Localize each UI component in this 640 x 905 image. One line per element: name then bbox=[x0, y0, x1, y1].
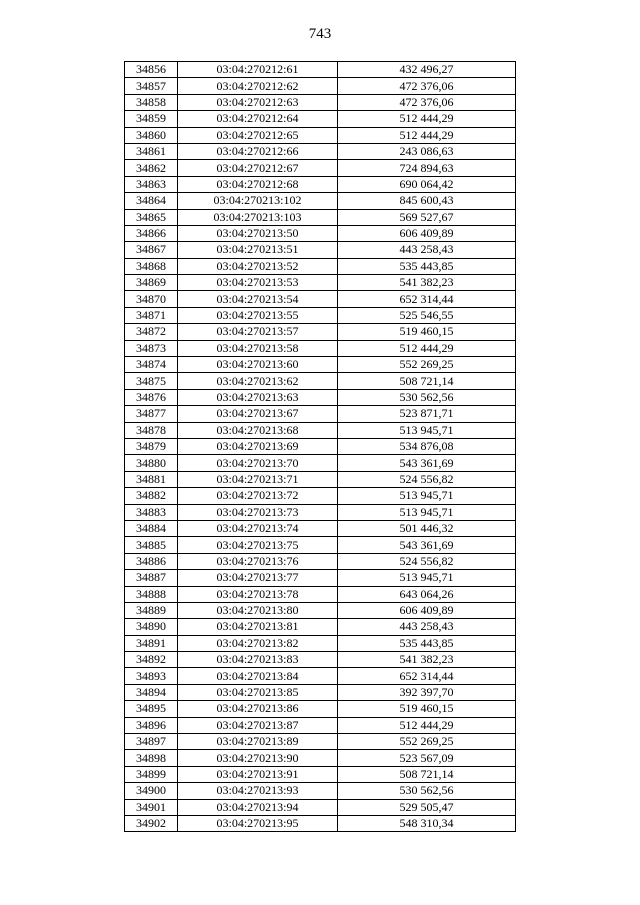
cadastral-number-cell: 03:04:270213:80 bbox=[178, 602, 338, 618]
table-row bbox=[125, 373, 516, 389]
row-number-cell: 34871 bbox=[125, 307, 178, 323]
cadastral-number-cell: 03:04:270213:76 bbox=[178, 553, 338, 569]
row-number-cell: 34880 bbox=[125, 455, 178, 471]
row-number-cell: 34901 bbox=[125, 799, 178, 815]
cadastral-value-cell: 535 443,85 bbox=[338, 635, 516, 651]
cadastral-value-cell: 392 397,70 bbox=[338, 684, 516, 700]
table-row bbox=[125, 799, 516, 815]
row-number-cell: 34902 bbox=[125, 815, 178, 831]
cadastral-value-cell: 513 945,71 bbox=[338, 422, 516, 438]
row-number-cell: 34865 bbox=[125, 209, 178, 225]
table-row bbox=[125, 504, 516, 520]
cadastral-number-cell: 03:04:270213:81 bbox=[178, 619, 338, 635]
row-number-cell: 34879 bbox=[125, 438, 178, 454]
row-number-cell: 34896 bbox=[125, 717, 178, 733]
row-number-cell: 34866 bbox=[125, 225, 178, 241]
cadastral-value-cell: 523 567,09 bbox=[338, 750, 516, 766]
cadastral-number-cell: 03:04:270213:74 bbox=[178, 520, 338, 536]
cadastral-number-cell: 03:04:270213:63 bbox=[178, 389, 338, 405]
table-row bbox=[125, 225, 516, 241]
cadastral-value-cell: 512 444,29 bbox=[338, 340, 516, 356]
table-row bbox=[125, 389, 516, 405]
cadastral-value-cell: 513 945,71 bbox=[338, 570, 516, 586]
cadastral-number-cell: 03:04:270213:89 bbox=[178, 734, 338, 750]
cadastral-number-cell: 03:04:270213:75 bbox=[178, 537, 338, 553]
table-row bbox=[125, 783, 516, 799]
table-row bbox=[125, 766, 516, 782]
cadastral-value-cell: 543 361,69 bbox=[338, 537, 516, 553]
row-number-cell: 34868 bbox=[125, 258, 178, 274]
cadastral-number-cell: 03:04:270213:57 bbox=[178, 324, 338, 340]
table-row bbox=[125, 357, 516, 373]
cadastral-value-cell: 606 409,89 bbox=[338, 225, 516, 241]
cadastral-number-cell: 03:04:270212:63 bbox=[178, 94, 338, 110]
table-row bbox=[125, 488, 516, 504]
cadastral-number-cell: 03:04:270212:64 bbox=[178, 111, 338, 127]
cadastral-value-cell: 512 444,29 bbox=[338, 111, 516, 127]
cadastral-value-cell: 443 258,43 bbox=[338, 242, 516, 258]
table-row bbox=[125, 143, 516, 159]
row-number-cell: 34873 bbox=[125, 340, 178, 356]
cadastral-number-cell: 03:04:270213:86 bbox=[178, 701, 338, 717]
cadastral-value-cell: 541 382,23 bbox=[338, 275, 516, 291]
cadastral-number-cell: 03:04:270213:69 bbox=[178, 438, 338, 454]
cadastral-value-cell: 513 945,71 bbox=[338, 488, 516, 504]
row-number-cell: 34875 bbox=[125, 373, 178, 389]
table-row bbox=[125, 619, 516, 635]
row-number-cell: 34893 bbox=[125, 668, 178, 684]
table-row bbox=[125, 78, 516, 94]
table-row bbox=[125, 668, 516, 684]
table-row bbox=[125, 160, 516, 176]
table-row bbox=[125, 734, 516, 750]
cadastral-value-cell: 534 876,08 bbox=[338, 438, 516, 454]
cadastral-number-cell: 03:04:270213:91 bbox=[178, 766, 338, 782]
cadastral-number-cell: 03:04:270213:54 bbox=[178, 291, 338, 307]
cadastral-value-cell: 524 556,82 bbox=[338, 471, 516, 487]
cadastral-value-cell: 552 269,25 bbox=[338, 357, 516, 373]
row-number-cell: 34892 bbox=[125, 652, 178, 668]
table-row bbox=[125, 815, 516, 831]
cadastral-value-cell: 525 546,55 bbox=[338, 307, 516, 323]
cadastral-number-cell: 03:04:270213:51 bbox=[178, 242, 338, 258]
cadastral-number-cell: 03:04:270213:55 bbox=[178, 307, 338, 323]
table-row bbox=[125, 291, 516, 307]
cadastral-value-cell: 690 064,42 bbox=[338, 176, 516, 192]
cadastral-number-cell: 03:04:270212:67 bbox=[178, 160, 338, 176]
cadastral-number-cell: 03:04:270213:72 bbox=[178, 488, 338, 504]
row-number-cell: 34881 bbox=[125, 471, 178, 487]
row-number-cell: 34884 bbox=[125, 520, 178, 536]
table-row bbox=[125, 537, 516, 553]
table-row bbox=[125, 520, 516, 536]
cadastral-number-cell: 03:04:270213:83 bbox=[178, 652, 338, 668]
cadastral-number-cell: 03:04:270213:95 bbox=[178, 815, 338, 831]
cadastral-number-cell: 03:04:270213:62 bbox=[178, 373, 338, 389]
cadastral-value-cell: 524 556,82 bbox=[338, 553, 516, 569]
cadastral-value-cell: 552 269,25 bbox=[338, 734, 516, 750]
cadastral-value-cell: 530 562,56 bbox=[338, 389, 516, 405]
cadastral-value-cell: 541 382,23 bbox=[338, 652, 516, 668]
row-number-cell: 34856 bbox=[125, 62, 178, 78]
cadastral-number-cell: 03:04:270212:61 bbox=[178, 62, 338, 78]
table-row bbox=[125, 471, 516, 487]
cadastral-value-cell: 513 945,71 bbox=[338, 504, 516, 520]
row-number-cell: 34867 bbox=[125, 242, 178, 258]
row-number-cell: 34869 bbox=[125, 275, 178, 291]
table-row bbox=[125, 275, 516, 291]
table-row bbox=[125, 176, 516, 192]
cadastral-number-cell: 03:04:270213:93 bbox=[178, 783, 338, 799]
cadastral-number-cell: 03:04:270213:90 bbox=[178, 750, 338, 766]
row-number-cell: 34899 bbox=[125, 766, 178, 782]
row-number-cell: 34861 bbox=[125, 143, 178, 159]
cadastral-value-cell: 512 444,29 bbox=[338, 717, 516, 733]
table-row bbox=[125, 652, 516, 668]
cadastral-value-cell: 519 460,15 bbox=[338, 701, 516, 717]
row-number-cell: 34885 bbox=[125, 537, 178, 553]
page-number: 743 bbox=[308, 26, 332, 42]
table-row bbox=[125, 602, 516, 618]
row-number-cell: 34877 bbox=[125, 406, 178, 422]
row-number-cell: 34860 bbox=[125, 127, 178, 143]
table-row bbox=[125, 193, 516, 209]
cadastral-number-cell: 03:04:270213:68 bbox=[178, 422, 338, 438]
row-number-cell: 34883 bbox=[125, 504, 178, 520]
cadastral-value-cell: 724 894,63 bbox=[338, 160, 516, 176]
cadastral-value-cell: 606 409,89 bbox=[338, 602, 516, 618]
cadastral-value-cell: 652 314,44 bbox=[338, 668, 516, 684]
cadastral-number-cell: 03:04:270213:70 bbox=[178, 455, 338, 471]
cadastral-value-cell: 508 721,14 bbox=[338, 373, 516, 389]
table-row bbox=[125, 684, 516, 700]
table-row bbox=[125, 586, 516, 602]
cadastral-value-cell: 543 361,69 bbox=[338, 455, 516, 471]
table-row bbox=[125, 570, 516, 586]
row-number-cell: 34874 bbox=[125, 357, 178, 373]
table-row bbox=[125, 406, 516, 422]
row-number-cell: 34859 bbox=[125, 111, 178, 127]
table-row bbox=[125, 209, 516, 225]
cadastral-number-cell: 03:04:270213:78 bbox=[178, 586, 338, 602]
table-row bbox=[125, 307, 516, 323]
row-number-cell: 34858 bbox=[125, 94, 178, 110]
cadastral-value-cell: 643 064,26 bbox=[338, 586, 516, 602]
cadastral-value-cell: 535 443,85 bbox=[338, 258, 516, 274]
table-row bbox=[125, 127, 516, 143]
table-row bbox=[125, 717, 516, 733]
cadastral-number-cell: 03:04:270212:68 bbox=[178, 176, 338, 192]
cadastral-number-cell: 03:04:270213:67 bbox=[178, 406, 338, 422]
cadastral-number-cell: 03:04:270213:77 bbox=[178, 570, 338, 586]
cadastral-number-cell: 03:04:270213:53 bbox=[178, 275, 338, 291]
cadastral-number-cell: 03:04:270213:102 bbox=[178, 193, 338, 209]
cadastral-value-table bbox=[124, 61, 516, 832]
row-number-cell: 34886 bbox=[125, 553, 178, 569]
cadastral-number-cell: 03:04:270213:50 bbox=[178, 225, 338, 241]
row-number-cell: 34870 bbox=[125, 291, 178, 307]
cadastral-value-cell: 432 496,27 bbox=[338, 62, 516, 78]
row-number-cell: 34897 bbox=[125, 734, 178, 750]
cadastral-number-cell: 03:04:270213:71 bbox=[178, 471, 338, 487]
cadastral-value-cell: 529 505,47 bbox=[338, 799, 516, 815]
row-number-cell: 34890 bbox=[125, 619, 178, 635]
row-number-cell: 34900 bbox=[125, 783, 178, 799]
table-row bbox=[125, 94, 516, 110]
cadastral-value-cell: 523 871,71 bbox=[338, 406, 516, 422]
table-row bbox=[125, 340, 516, 356]
table-row bbox=[125, 111, 516, 127]
cadastral-number-cell: 03:04:270213:82 bbox=[178, 635, 338, 651]
row-number-cell: 34862 bbox=[125, 160, 178, 176]
cadastral-value-cell: 243 086,63 bbox=[338, 143, 516, 159]
row-number-cell: 34887 bbox=[125, 570, 178, 586]
cadastral-value-cell: 519 460,15 bbox=[338, 324, 516, 340]
row-number-cell: 34882 bbox=[125, 488, 178, 504]
cadastral-value-cell: 569 527,67 bbox=[338, 209, 516, 225]
cadastral-number-cell: 03:04:270212:62 bbox=[178, 78, 338, 94]
table-row bbox=[125, 750, 516, 766]
row-number-cell: 34864 bbox=[125, 193, 178, 209]
row-number-cell: 34863 bbox=[125, 176, 178, 192]
table-row bbox=[125, 62, 516, 78]
cadastral-value-cell: 443 258,43 bbox=[338, 619, 516, 635]
cadastral-number-cell: 03:04:270213:73 bbox=[178, 504, 338, 520]
table-row bbox=[125, 324, 516, 340]
cadastral-number-cell: 03:04:270213:52 bbox=[178, 258, 338, 274]
cadastral-value-cell: 548 310,34 bbox=[338, 815, 516, 831]
row-number-cell: 34872 bbox=[125, 324, 178, 340]
table-row bbox=[125, 438, 516, 454]
cadastral-value-cell: 501 446,32 bbox=[338, 520, 516, 536]
cadastral-number-cell: 03:04:270213:85 bbox=[178, 684, 338, 700]
table-row bbox=[125, 258, 516, 274]
row-number-cell: 34895 bbox=[125, 701, 178, 717]
table-row bbox=[125, 455, 516, 471]
row-number-cell: 34894 bbox=[125, 684, 178, 700]
table-row bbox=[125, 553, 516, 569]
cadastral-value-cell: 512 444,29 bbox=[338, 127, 516, 143]
row-number-cell: 34857 bbox=[125, 78, 178, 94]
cadastral-number-cell: 03:04:270212:66 bbox=[178, 143, 338, 159]
cadastral-value-cell: 845 600,43 bbox=[338, 193, 516, 209]
row-number-cell: 34878 bbox=[125, 422, 178, 438]
row-number-cell: 34898 bbox=[125, 750, 178, 766]
table-body bbox=[125, 62, 516, 832]
table-row bbox=[125, 242, 516, 258]
cadastral-value-cell: 472 376,06 bbox=[338, 78, 516, 94]
cadastral-value-cell: 508 721,14 bbox=[338, 766, 516, 782]
cadastral-value-cell: 472 376,06 bbox=[338, 94, 516, 110]
cadastral-number-cell: 03:04:270213:87 bbox=[178, 717, 338, 733]
row-number-cell: 34891 bbox=[125, 635, 178, 651]
row-number-cell: 34889 bbox=[125, 602, 178, 618]
table-row bbox=[125, 701, 516, 717]
cadastral-value-cell: 530 562,56 bbox=[338, 783, 516, 799]
cadastral-number-cell: 03:04:270213:60 bbox=[178, 357, 338, 373]
cadastral-number-cell: 03:04:270213:84 bbox=[178, 668, 338, 684]
table-row bbox=[125, 635, 516, 651]
row-number-cell: 34876 bbox=[125, 389, 178, 405]
cadastral-number-cell: 03:04:270213:94 bbox=[178, 799, 338, 815]
cadastral-value-cell: 652 314,44 bbox=[338, 291, 516, 307]
cadastral-number-cell: 03:04:270213:58 bbox=[178, 340, 338, 356]
table-row bbox=[125, 422, 516, 438]
cadastral-number-cell: 03:04:270213:103 bbox=[178, 209, 338, 225]
cadastral-number-cell: 03:04:270212:65 bbox=[178, 127, 338, 143]
row-number-cell: 34888 bbox=[125, 586, 178, 602]
